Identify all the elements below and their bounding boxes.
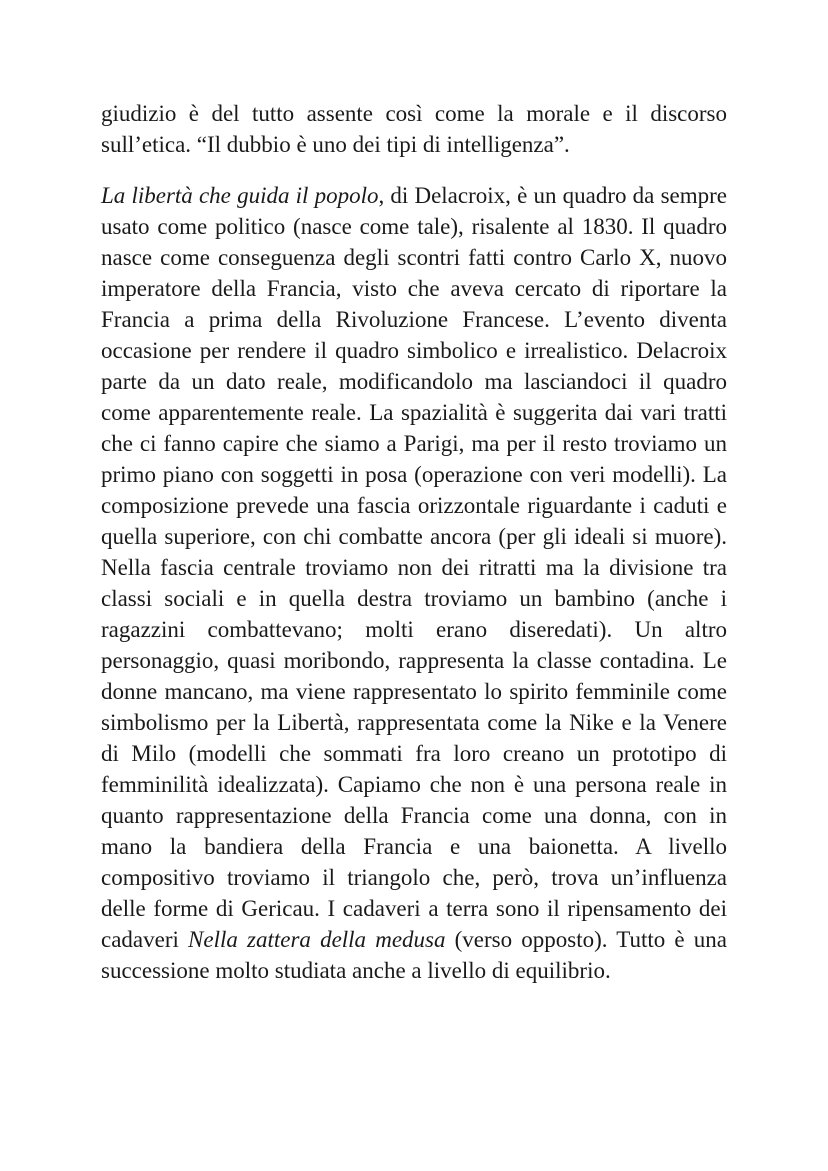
painting-reference: Nella zattera della medusa xyxy=(188,927,446,952)
paragraph-delacroix xyxy=(101,180,727,986)
paragraph-2-body: , di Delacroix, è un quadro da sempre usato come politico (nasce come tale), risalente al 1830. Il quadro nasce come conseguenza degli scontri fatti contro Carlo X, nuovo imperatore della Francia, visto che aveva cercato di riportare la Francia a prima della Rivoluzione Francese. L’evento diventa occasione per rendere il quadro simbolico e irrealistico. Delacroix parte da un dato reale, modificandolo ma lasciandoci il quadro come apparentemente reale. La spazialità è suggerita dai vari tratti che ci fanno capire che siamo a Parigi, ma per il resto troviamo un primo piano con soggetti in posa (operazione con veri modelli). La composizione prevede una fascia orizzontale riguardante i caduti e quella superiore, con chi combatte ancora (per gli ideali si muore). Nella fascia centrale troviamo non dei ritratti ma la divisione tra classi sociali e in quella destra troviamo un bambino (anche i ragazzini combattevano; molti erano diseredati). Un altro personaggio, quasi moribondo, rappresenta la classe contadina. Le donne mancano, ma viene rappresentato lo spirito femminile come simbolismo per la Libertà, rappresentata come la Nike e la Venere di Milo (modelli che sommati fra loro creano un prototipo di femminilità idealizzata). Capiamo che non è una persona reale in quanto rappresentazione della Francia come una donna, con in mano la bandiera della Francia e una baionetta. A livello compositivo troviamo il triangolo che, però, trova un’influenza delle forme di Gericau. I cadaveri a terra sono il ripensamento dei cadaveri xyxy=(101,183,727,952)
document-page xyxy=(101,98,727,986)
painting-title: La libertà che guida il popolo xyxy=(101,183,379,208)
paragraph-1-text: giudizio è del tutto assente così come la morale e il discorso sull’etica. “Il dubbio è uno dei tipi di intelligenza”. xyxy=(101,101,727,157)
paragraph-2-ending: (verso opposto). Tutto è una successione molto studiata anche a livello di equilibrio. xyxy=(101,927,727,983)
paragraph-intro-end xyxy=(101,98,727,160)
